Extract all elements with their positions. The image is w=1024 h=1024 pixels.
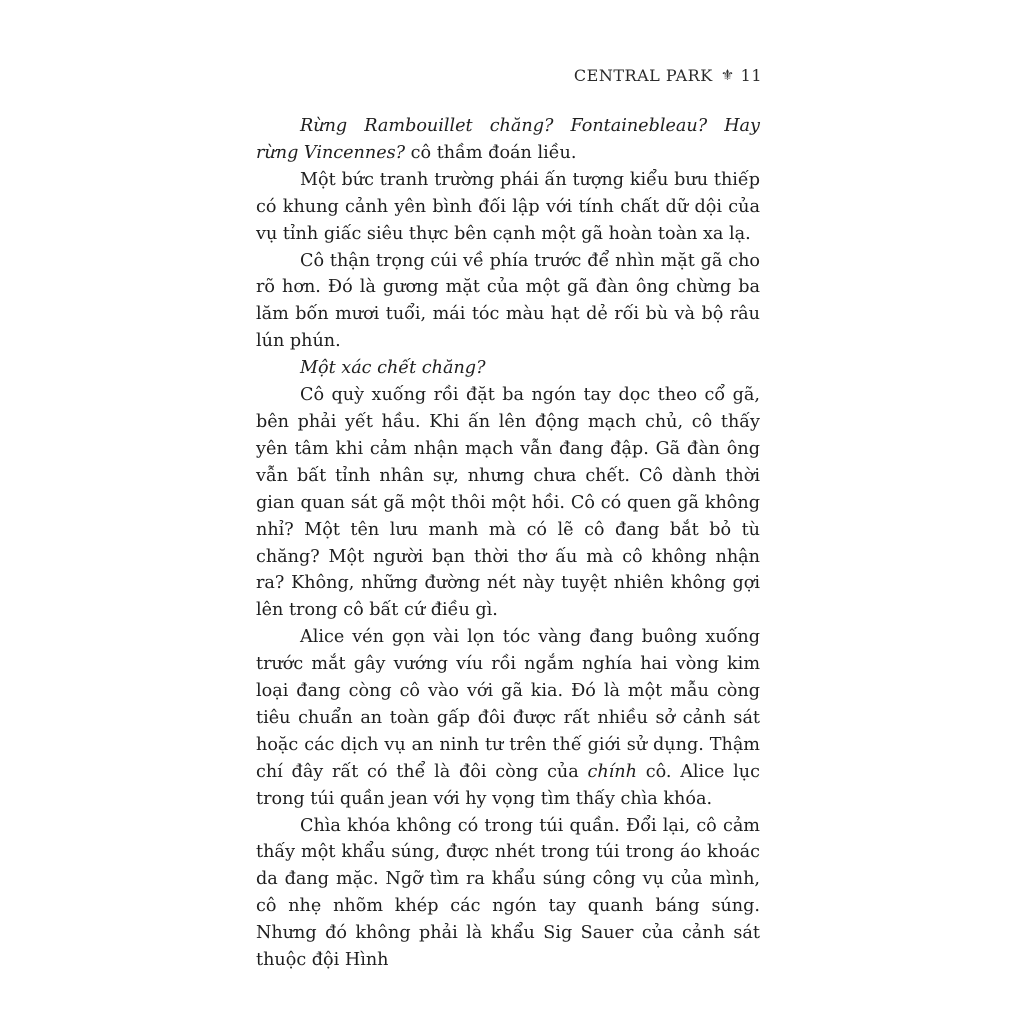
italic-text: chính xyxy=(587,761,637,782)
paragraph xyxy=(256,113,760,167)
italic-text: Một xác chết chăng? xyxy=(300,358,486,379)
paragraph: Cô quỳ xuống rồi đặt ba ngón tay dọc theo cổ gã, bên phải yết hầu. Khi ấn lên động mạch chủ, cô thấy yên tâm khi cảm nhận mạch vẫn đang đập. Gã đàn ông vẫn bất tỉnh nhân sự, nhưng chưa chết. Cô dành thời gian quan sát gã một thôi một hồi. Cô có quen gã không nhỉ? Một tên lưu manh mà có lẽ cô đang bắt bỏ tù chăng? Một người bạn thời thơ ấu mà cô không nhận ra? Không, những đường nét này tuyệt nhiên không gợi lên trong cô bất cứ điều gì. xyxy=(256,385,760,621)
paragraph xyxy=(256,624,760,812)
text-run: cô. Alice lục trong túi quần jean với hy vọng tìm thấy chìa khóa. xyxy=(256,761,760,809)
running-header xyxy=(574,66,762,85)
paragraph xyxy=(256,355,760,382)
page-number: 11 xyxy=(740,66,762,85)
chapter-title: CENTRAL PARK xyxy=(573,66,713,85)
paragraph: Cô thận trọng cúi về phía trước để nhìn mặt gã cho rõ hơn. Đó là gương mặt của một gã đàn ông chừng ba lăm bốn mươi tuổi, mái tóc màu hạt dẻ rối bù và bộ râu lún phún. xyxy=(256,250,760,352)
fleur-de-lis-icon: ⚜ xyxy=(720,66,735,84)
paragraph: Chìa khóa không có trong túi quần. Đổi lại, cô cảm thấy một khẩu súng, được nhét trong túi trong áo khoác da đang mặc. Ngỡ tìm ra khẩu súng công vụ của mình, cô nhẹ nhõm khép các ngón tay quanh báng súng. Nhưng đó không phải là khẩu Sig Sauer của cảnh sát thuộc đội Hình xyxy=(256,815,760,971)
paragraph: Một bức tranh trường phái ấn tượng kiểu bưu thiếp có khung cảnh yên bình đối lập với tính chất dữ dội của vụ tỉnh giấc siêu thực bên cạnh một gã hoàn toàn xa lạ. xyxy=(256,169,760,244)
italic-text: Rừng Rambouillet chăng? Fontainebleau? Hay rừng Vincennes? xyxy=(256,116,760,163)
text-run: Alice vén gọn vài lọn tóc vàng đang buông xuống trước mắt gây vướng víu rồi ngắm nghía hai vòng kim loại đang còng cô vào với gã kia. Đó là một mẫu còng tiêu chuẩn an toàn gấp đôi được rất nhiều sở cảnh sát hoặc các dịch vụ an ninh tư trên thế giới sử dụng. Thậm chí đây rất có thể là đôi còng của xyxy=(256,627,760,782)
body-text xyxy=(256,113,760,974)
text-run: cô thầm đoán liều. xyxy=(405,142,577,163)
